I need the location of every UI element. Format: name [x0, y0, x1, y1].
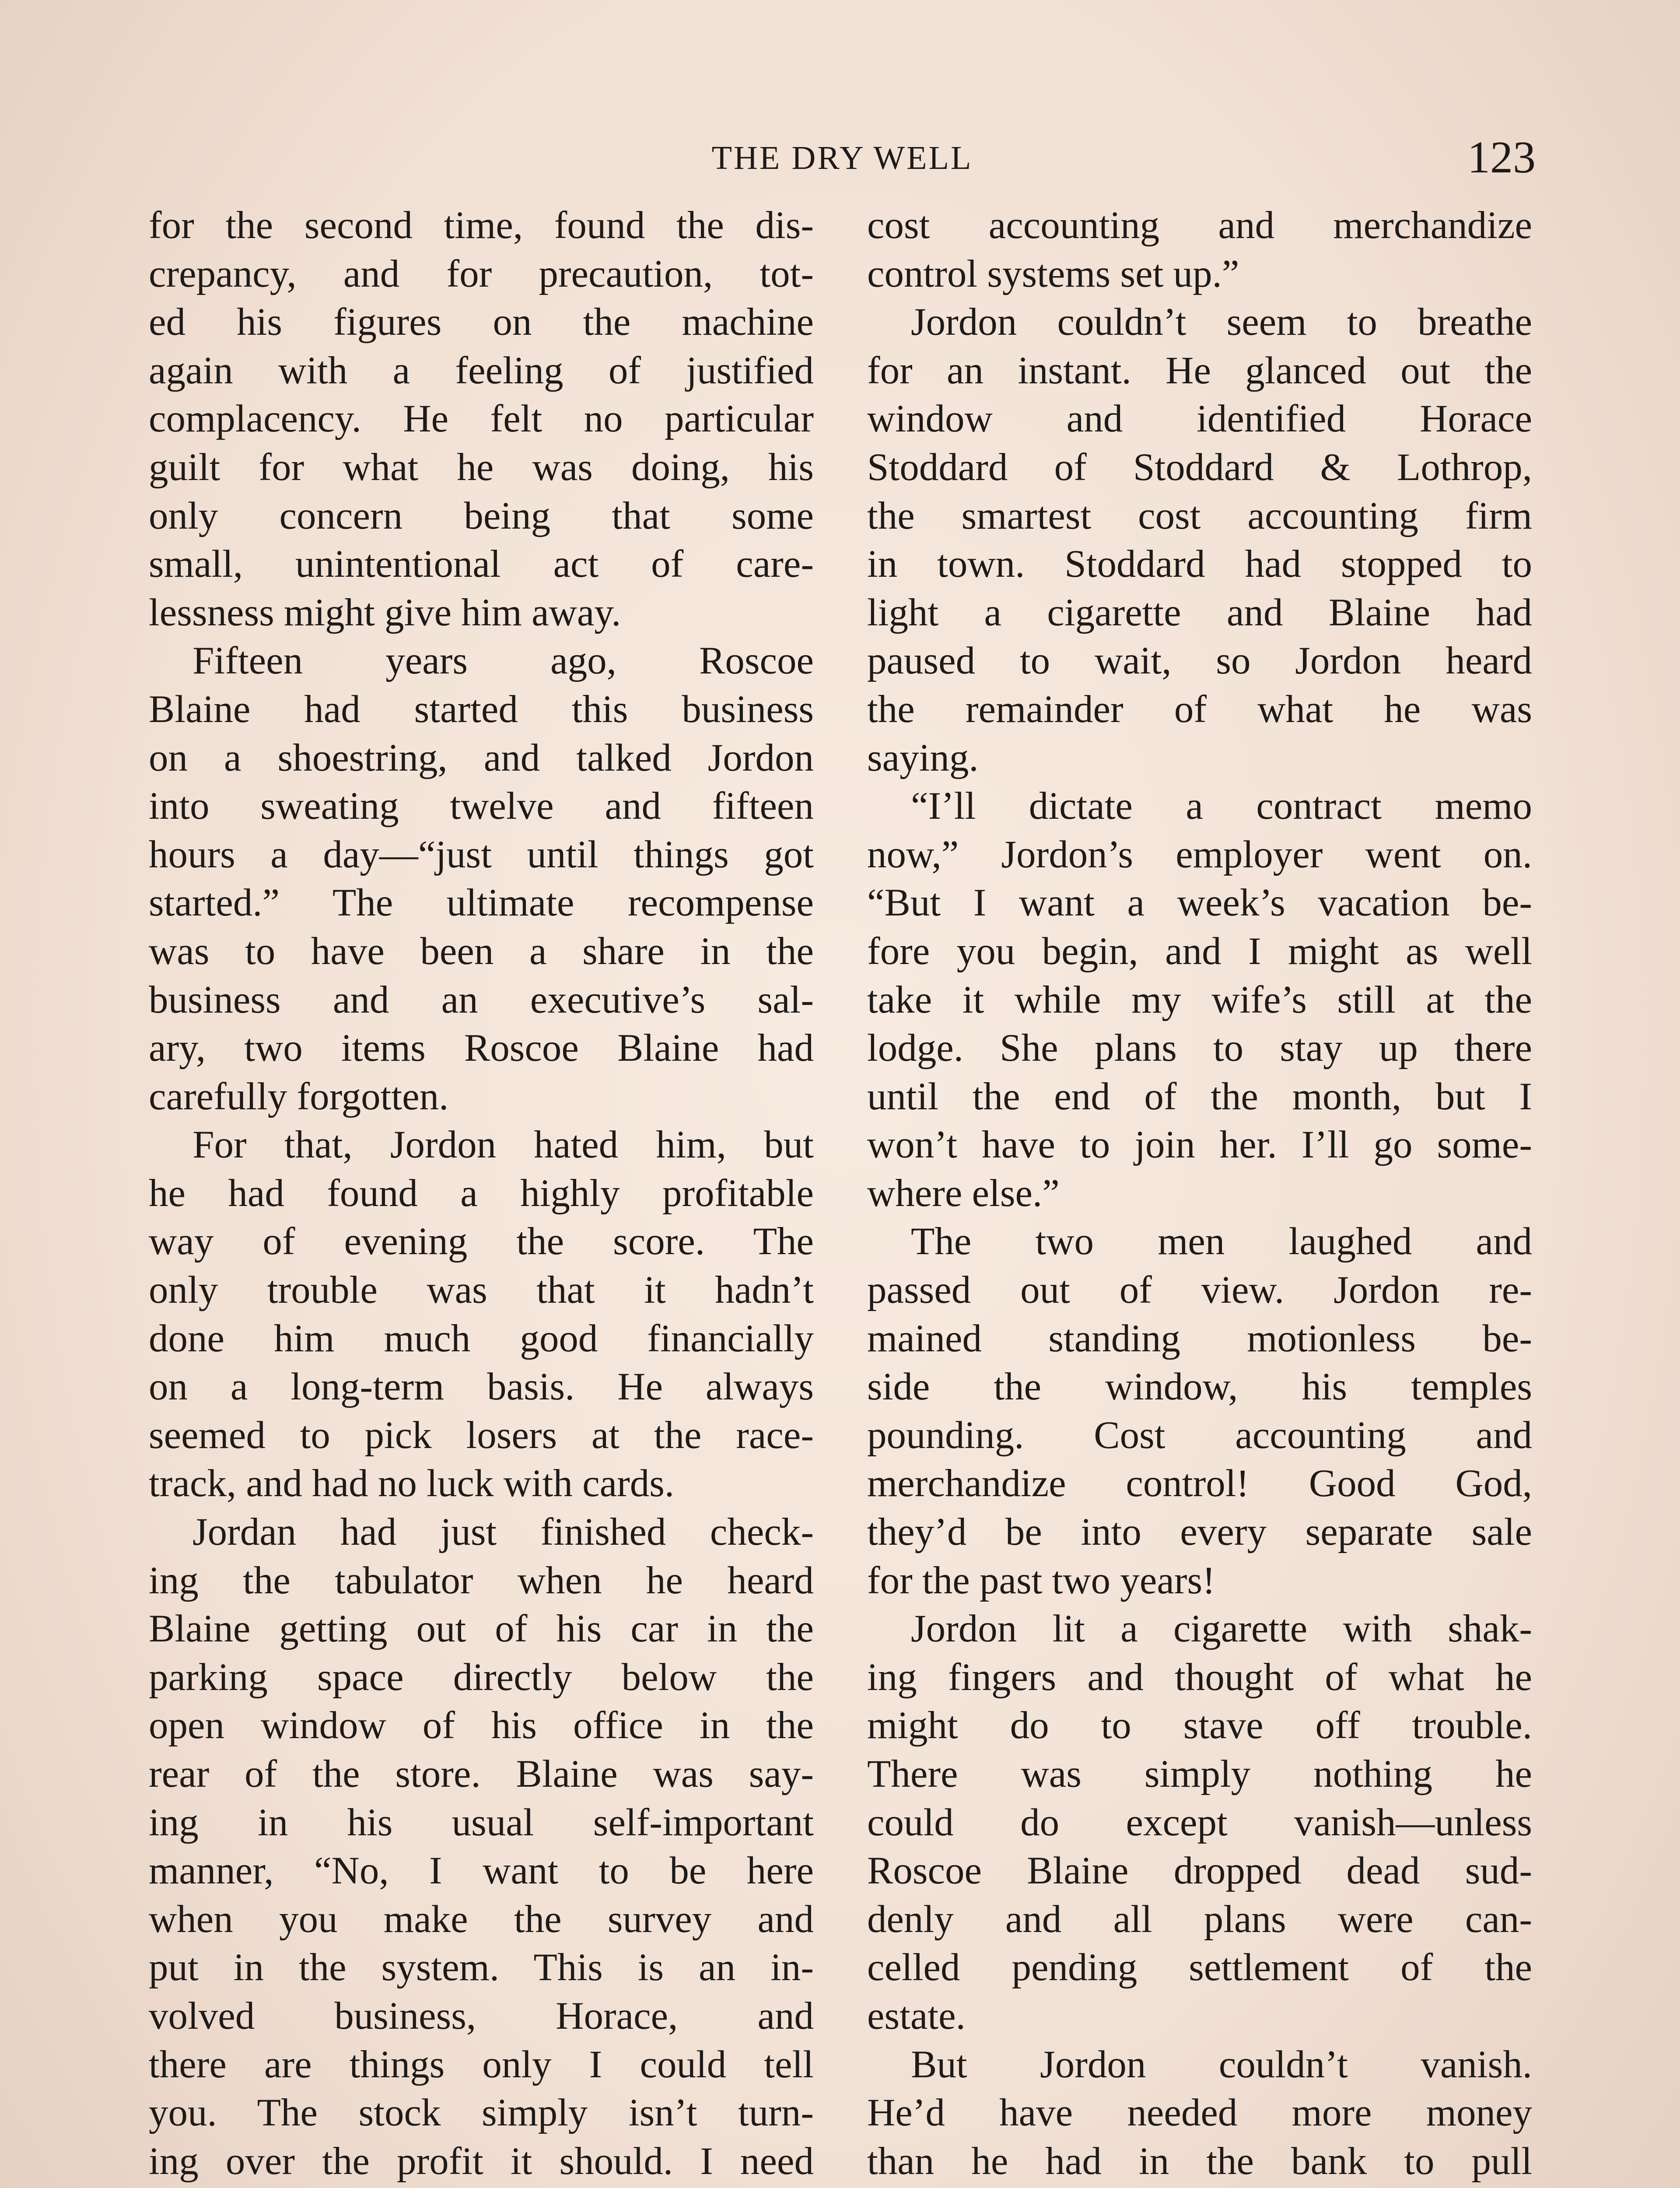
- text-line: take it while my wife’s still at the: [867, 978, 1532, 1021]
- text-line: won’t have to join her. I’ll go some-: [867, 1123, 1532, 1167]
- right-text-column: [867, 201, 1532, 2185]
- text-line: where else.”: [867, 1171, 1060, 1215]
- text-line: carefully forgotten.: [149, 1075, 449, 1118]
- text-line: He’d have needed more money: [867, 2091, 1532, 2135]
- text-line: ary, two items Roscoe Blaine had: [149, 1027, 814, 1070]
- text-line: might do to stave off trouble.: [867, 1704, 1532, 1747]
- text-line: when you make the survey and: [149, 1897, 814, 1941]
- text-line: parking space directly below the: [149, 1655, 814, 1699]
- text-line: Blaine had started this business: [149, 687, 814, 731]
- text-line: Jordan had just finished check-: [192, 1511, 814, 1554]
- text-line: Jordon couldn’t seem to breathe: [911, 301, 1532, 344]
- text-line: into sweating twelve and fifteen: [149, 785, 814, 828]
- text-line: rear of the store. Blaine was say-: [149, 1753, 814, 1795]
- text-line: he had found a highly profitable: [149, 1171, 814, 1215]
- text-line: only trouble was that it hadn’t: [149, 1269, 814, 1312]
- text-line: ed his figures on the machine: [149, 301, 814, 344]
- text-line: estate.: [867, 1994, 966, 2037]
- text-line: side the window, his temples: [867, 1365, 1532, 1409]
- text-line: started.” The ultimate recompense: [149, 881, 814, 925]
- text-line: There was simply nothing he: [867, 1753, 1532, 1795]
- text-line: there are things only I could tell: [149, 2043, 814, 2086]
- text-line: “But I want a week’s vacation be-: [867, 881, 1532, 925]
- text-line: Stoddard of Stoddard & Lothrop,: [867, 445, 1532, 489]
- text-line: they’d be into every separate sale: [867, 1511, 1532, 1554]
- text-line: saying.: [867, 736, 979, 779]
- page-header: [149, 131, 1536, 188]
- text-line: hours a day—“just until things got: [149, 833, 814, 876]
- text-line: in town. Stoddard had stopped to: [867, 543, 1532, 586]
- running-title: THE DRY WELL: [711, 140, 973, 176]
- text-line: cost accounting and merchandize: [867, 204, 1532, 247]
- text-line: window and identified Horace: [867, 397, 1532, 441]
- text-line: the smartest cost accounting firm: [867, 494, 1532, 537]
- text-line: on a shoestring, and talked Jordon: [149, 736, 814, 779]
- text-line: denly and all plans were can-: [867, 1897, 1532, 1941]
- text-line: only concern being that some: [149, 494, 814, 537]
- text-line: Jordon lit a cigarette with shak-: [911, 1607, 1532, 1651]
- page-number: 123: [1467, 132, 1536, 182]
- text-line: for an instant. He glanced out the: [867, 349, 1532, 392]
- text-line: guilt for what he was doing, his: [149, 445, 814, 489]
- text-line: open window of his office in the: [149, 1704, 814, 1747]
- text-line: light a cigarette and Blaine had: [867, 591, 1532, 634]
- text-line: than he had in the bank to pull: [867, 2139, 1532, 2183]
- text-line: “I’ll dictate a contract memo: [911, 785, 1532, 828]
- text-line: until the end of the month, but I: [867, 1075, 1532, 1118]
- text-line: lessness might give him away.: [149, 591, 621, 634]
- text-line: ing the tabulator when he heard: [149, 1559, 814, 1602]
- text-line: crepancy, and for precaution, tot-: [149, 252, 814, 295]
- text-line: you. The stock simply isn’t turn-: [149, 2091, 814, 2135]
- text-line: for the past two years!: [867, 1559, 1215, 1602]
- text-line: on a long-term basis. He always: [149, 1365, 814, 1409]
- text-line: the remainder of what he was: [867, 687, 1532, 731]
- text-line: for the second time, found the dis-: [149, 204, 814, 247]
- text-line: again with a feeling of justified: [149, 349, 814, 392]
- text-line: track, and had no luck with cards.: [149, 1462, 675, 1505]
- text-line: celled pending settlement of the: [867, 1946, 1532, 1989]
- text-line: lodge. She plans to stay up there: [867, 1027, 1532, 1070]
- text-line: ing over the profit it should. I need: [149, 2139, 814, 2183]
- text-line: The two men laughed and: [911, 1220, 1532, 1263]
- text-line: fore you begin, and I might as well: [867, 929, 1532, 973]
- text-line: small, unintentional act of care-: [149, 543, 814, 586]
- text-line: put in the system. This is an in-: [149, 1946, 814, 1989]
- text-line: ing fingers and thought of what he: [867, 1655, 1532, 1699]
- text-line: passed out of view. Jordon re-: [867, 1269, 1532, 1312]
- left-text-column: [149, 201, 814, 2185]
- text-line: done him much good financially: [149, 1317, 814, 1360]
- text-line: was to have been a share in the: [149, 929, 814, 973]
- text-line: control systems set up.”: [867, 252, 1239, 295]
- text-line: Blaine getting out of his car in the: [149, 1607, 814, 1651]
- text-line: Fifteen years ago, Roscoe: [192, 639, 814, 683]
- text-line: seemed to pick losers at the race-: [149, 1413, 814, 1457]
- text-line: merchandize control! Good God,: [867, 1462, 1532, 1505]
- text-line: business and an executive’s sal-: [149, 978, 814, 1021]
- text-line: paused to wait, so Jordon heard: [867, 639, 1532, 683]
- text-line: But Jordon couldn’t vanish.: [911, 2043, 1532, 2086]
- text-line: ing in his usual self-important: [149, 1801, 814, 1844]
- text-line: way of evening the score. The: [149, 1220, 814, 1263]
- text-line: now,” Jordon’s employer went on.: [867, 833, 1532, 876]
- text-line: pounding. Cost accounting and: [867, 1413, 1532, 1457]
- text-line: mained standing motionless be-: [867, 1317, 1532, 1360]
- text-line: volved business, Horace, and: [149, 1994, 814, 2037]
- text-line: Roscoe Blaine dropped dead sud-: [867, 1849, 1532, 1893]
- text-line: For that, Jordon hated him, but: [192, 1123, 814, 1167]
- text-line: manner, “No, I want to be here: [149, 1849, 814, 1893]
- text-line: could do except vanish—unless: [867, 1801, 1532, 1844]
- text-line: complacency. He felt no particular: [149, 397, 814, 441]
